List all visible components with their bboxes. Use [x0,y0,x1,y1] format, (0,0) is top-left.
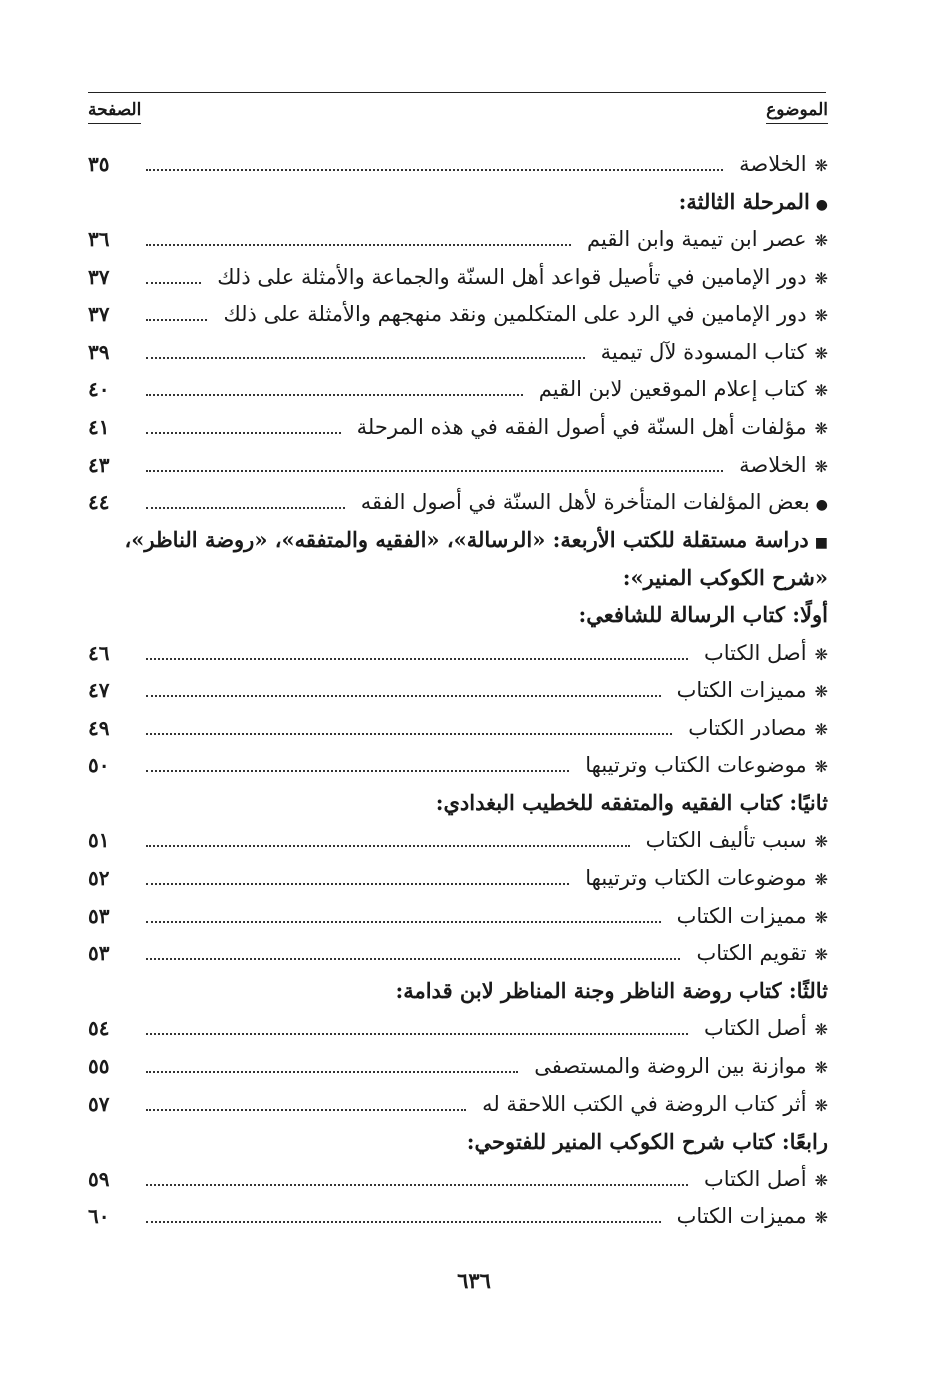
toc-entry [88,784,828,822]
toc-entry-title [673,189,828,214]
toc-entry-page: ٥٤ [88,1016,110,1041]
asterisk-bullet-icon: ❋ [814,1020,828,1040]
toc-entry [88,596,828,634]
dot-leader [146,282,201,284]
toc-entry-title [698,1016,828,1040]
dot-leader [146,357,585,359]
toc-entry-text: أصل الكتاب [704,640,807,665]
asterisk-bullet-icon: ❋ [814,945,828,965]
toc-entry [88,483,828,521]
toc-entry-text: عصر ابن تيمية وابن القيم [587,226,807,251]
toc-entry-page: ٤٠ [88,377,110,402]
dot-leader [146,394,523,396]
toc-entry-page: ٣٦ [88,226,110,251]
dot-leader [146,319,207,321]
dot-leader [146,1221,661,1223]
page-number: ٦٣٦ [457,1268,491,1293]
toc-entry-page: ٤٤ [88,490,110,515]
toc-entry-page: ٥٠ [88,753,110,778]
dot-leader [146,921,661,923]
toc-entry [88,145,828,183]
toc-entry-page: ٥٧ [88,1091,110,1116]
dot-leader [146,1033,688,1035]
toc-entry [88,747,828,785]
toc-entry [88,295,828,333]
toc-entry-title [698,641,828,665]
dot-leader [146,695,661,697]
asterisk-bullet-icon: ❋ [814,343,828,363]
toc-entry [88,446,828,484]
toc-entry [88,897,828,935]
toc-entry-page: ٥٣ [88,941,110,966]
asterisk-bullet-icon: ❋ [814,418,828,438]
toc-entry [88,371,828,409]
toc-entry-text: مؤلفات أهل السنّة في أصول الفقه في هذه المرحلة [356,414,807,439]
toc-entry-title [528,1054,828,1078]
toc-entry-text: أولًا: كتاب الرسالة للشافعي: [578,602,828,628]
asterisk-bullet-icon: ❋ [814,719,828,739]
toc-entry [88,258,828,296]
toc-entry [88,333,828,371]
asterisk-bullet-icon: ❋ [814,870,828,890]
toc-entry [88,671,828,709]
toc-entry-title [640,828,828,852]
dot-leader [146,958,680,960]
toc-entry-page: ٤٩ [88,715,110,740]
dot-bullet-icon: ● [815,497,828,514]
topic-column-heading: الموضوع [766,100,828,124]
toc-entry-text: ثانيًا: كتاب الفقيه والمتفقه للخطيب البغدادي: [435,790,828,816]
dot-leader [146,733,672,735]
toc-entry-text: دراسة مستقلة للكتب الأربعة: «الرسالة»، «الفقيه والمتفقه»، «روضة الناظر»، [124,527,809,553]
toc-entry-title [671,678,828,702]
toc-entry-title [217,302,828,326]
toc-entry-text: كتاب المسودة لآل تيمية [600,339,807,364]
toc-entry [88,1047,828,1085]
toc-entry [88,1010,828,1048]
toc-entry-text: أثر كتاب الروضة في الكتب اللاحقة له [482,1091,807,1116]
dot-leader [146,244,571,246]
asterisk-bullet-icon: ❋ [814,306,828,326]
toc-entry-title [671,904,828,928]
asterisk-bullet-icon: ❋ [814,1208,828,1228]
toc-entry [88,408,828,446]
toc-entry-title [733,152,828,176]
toc-entry-page: ٥٩ [88,1166,110,1191]
toc-entry-page: ٤٣ [88,452,110,477]
toc-entry-title [430,790,828,815]
dot-leader [146,507,345,509]
asterisk-bullet-icon: ❋ [814,682,828,702]
toc-entry-page: ٣٧ [88,302,110,327]
toc-entry-title [476,1092,828,1116]
toc-entry [88,859,828,897]
toc-entry-text: موضوعات الكتاب وترتيبها [585,753,807,778]
toc-entry [88,183,828,221]
asterisk-bullet-icon: ❋ [814,907,828,927]
dot-bullet-icon: ● [815,196,828,213]
toc-entry-title [461,1129,828,1154]
toc-entry [88,220,828,258]
top-rule [88,92,826,93]
toc-entry-text: مميزات الكتاب [676,903,807,928]
asterisk-bullet-icon: ❋ [814,155,828,175]
toc-entry-text: دور الإمامين في الرد على المتكلمين ونقد منهجهم والأمثلة على ذلك [223,302,807,327]
toc-entry [88,709,828,747]
toc-entry-page: ٣٧ [88,264,110,289]
toc-entry-page: ٦٠ [88,1204,110,1229]
toc-entry-text: تقويم الكتاب [696,941,807,966]
toc-entry [88,1198,828,1236]
toc-entry-page: ٥١ [88,828,110,853]
toc-entry-text: الخلاصة [739,151,807,176]
toc-entry-text: «شرح الكوكب المنير»: [622,564,828,590]
toc-entry-text: ثالثًا: كتاب روضة الناظر وجنة المناظر لابن قدامة: [395,978,828,1004]
toc-entry [88,1085,828,1123]
toc-entry-title [211,265,828,289]
toc-entry-text: بعض المؤلفات المتأخرة لأهل السنّة في أصول الفقه [360,490,810,515]
toc-entry-page: ٣٥ [88,151,110,176]
toc-entry-text: سبب تأليف الكتاب [645,828,807,853]
toc-entry-title [671,1204,828,1228]
dot-leader [146,658,688,660]
toc-entry-title [698,1167,828,1191]
asterisk-bullet-icon: ❋ [814,1058,828,1078]
toc-entry [88,634,828,672]
dot-leader [146,845,630,847]
toc-entry-text: موضوعات الكتاب وترتيبها [585,866,807,891]
toc-entry-page: ٥٣ [88,903,110,928]
toc-entry [88,559,828,597]
toc-entry-title [355,490,828,514]
asterisk-bullet-icon: ❋ [814,644,828,664]
toc-entry-page: ٥٢ [88,866,110,891]
toc-entry-title [118,527,828,552]
asterisk-bullet-icon: ❋ [814,230,828,250]
toc-entry-text: رابعًا: كتاب شرح الكوكب المنير للفتوحي: [466,1128,828,1154]
toc-entry-title [617,565,828,590]
dot-leader [146,1184,688,1186]
toc-entry-page: ٤٦ [88,640,110,665]
toc-entry-title [581,227,828,251]
toc-entry-page: ٤١ [88,414,110,439]
toc-entry-title [579,753,828,777]
toc-entry-text: مميزات الكتاب [676,1204,807,1229]
dot-leader [146,432,341,434]
toc-entry-title [389,978,828,1003]
dot-leader [146,169,723,171]
toc-entry [88,521,828,559]
asterisk-bullet-icon: ❋ [814,757,828,777]
dot-leader [146,883,569,885]
toc-entry-title [579,866,828,890]
asterisk-bullet-icon: ❋ [814,1170,828,1190]
dot-leader [146,770,569,772]
asterisk-bullet-icon: ❋ [814,1095,828,1115]
toc-entry-text: المرحلة الثالثة: [678,188,810,214]
asterisk-bullet-icon: ❋ [814,268,828,288]
toc-entry [88,822,828,860]
asterisk-bullet-icon: ❋ [814,832,828,852]
toc-entry [88,972,828,1010]
dot-leader [146,1109,466,1111]
toc-entry-page: ٤٧ [88,678,110,703]
toc-entry-title [533,377,828,401]
toc-entry-title [572,602,828,627]
toc-entry-text: كتاب إعلام الموقعين لابن القيم [538,377,807,402]
toc-entry [88,1122,828,1160]
toc-entry [88,934,828,972]
toc-entry-title [690,941,828,965]
asterisk-bullet-icon: ❋ [814,381,828,401]
dot-leader [146,1071,518,1073]
toc-entry-text: أصل الكتاب [704,1016,807,1041]
toc-entry-title [733,453,828,477]
toc-entry-text: موازنة بين الروضة والمستصفى [534,1054,807,1079]
page-column-heading: الصفحة [88,100,141,124]
toc-entry-page: ٥٥ [88,1054,110,1079]
toc-entry-title [595,340,828,364]
toc-entry-text: أصل الكتاب [704,1166,807,1191]
toc-entry-text: الخلاصة [739,452,807,477]
toc-entry [88,1160,828,1198]
toc-entry-text: مميزات الكتاب [676,678,807,703]
toc-entry-page: ٣٩ [88,339,110,364]
toc-entry-title [682,716,828,740]
table-of-contents [88,145,828,1235]
toc-entry-text: دور الإمامين في تأصيل قواعد أهل السنّة والجماعة والأمثلة على ذلك [217,264,807,289]
dot-leader [146,470,723,472]
square-bullet-icon: ■ [814,535,828,552]
asterisk-bullet-icon: ❋ [814,456,828,476]
toc-entry-text: مصادر الكتاب [688,715,807,740]
toc-entry-title [351,415,828,439]
